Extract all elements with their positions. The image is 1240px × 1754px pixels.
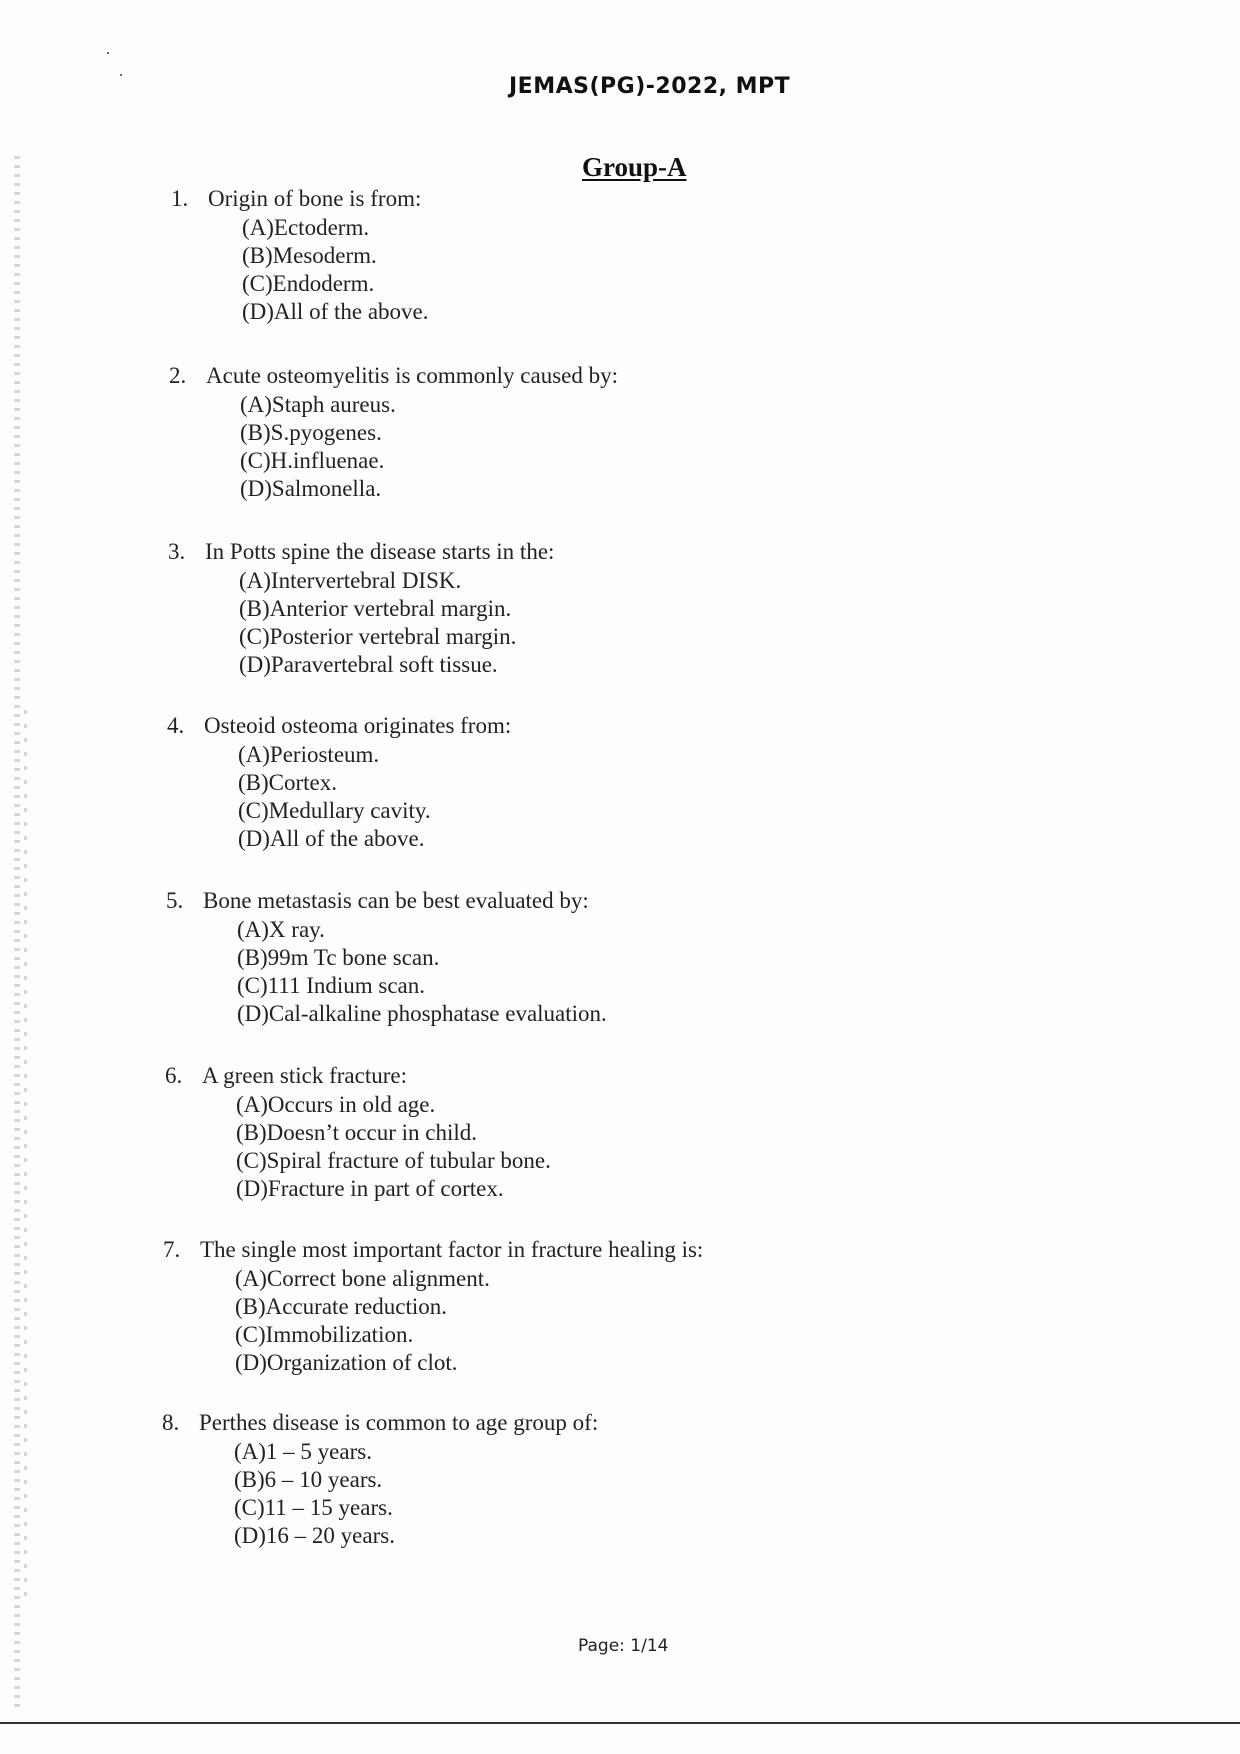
- option-d: (D)All of the above.: [242, 299, 429, 324]
- option-b: (B)6 – 10 years.: [234, 1467, 383, 1492]
- question-text: Acute osteomyelitis is commonly caused by:: [206, 363, 619, 388]
- scan-artifact: [14, 150, 20, 1710]
- question-text: Perthes disease is common to age group of:: [199, 1410, 599, 1435]
- option-b: (B)Mesoderm.: [242, 243, 377, 268]
- question-number: 7.: [163, 1237, 181, 1262]
- option-a: (A)X ray.: [237, 917, 325, 942]
- option-d: (D)16 – 20 years.: [234, 1523, 395, 1548]
- option-a: (A)1 – 5 years.: [234, 1439, 372, 1464]
- scan-speck: [120, 74, 122, 76]
- option-c: (C)Posterior vertebral margin.: [239, 624, 517, 649]
- option-a: (A)Correct bone alignment.: [235, 1266, 490, 1291]
- question-text: Origin of bone is from:: [208, 186, 422, 211]
- question-text: Osteoid osteoma originates from:: [204, 713, 512, 738]
- question-number: 6.: [165, 1063, 183, 1088]
- option-d: (D)Fracture in part of cortex.: [236, 1176, 504, 1201]
- option-d: (D)All of the above.: [238, 826, 425, 851]
- page-number: Page: 1/14: [578, 1636, 669, 1656]
- option-d: (D)Salmonella.: [240, 476, 382, 501]
- option-a: (A)Staph aureus.: [240, 392, 396, 417]
- question-number: 2.: [169, 363, 187, 388]
- option-c: (C)Spiral fracture of tubular bone.: [236, 1148, 551, 1173]
- page-bottom-rule: [0, 1722, 1240, 1724]
- option-d: (D)Paravertebral soft tissue.: [239, 652, 498, 677]
- option-c: (C)Endoderm.: [242, 271, 375, 296]
- exam-title: JEMAS(PG)-2022, MPT: [509, 74, 791, 99]
- option-b: (B)Anterior vertebral margin.: [239, 596, 512, 621]
- option-a: (A)Periosteum.: [238, 742, 380, 767]
- question-number: 8.: [162, 1410, 180, 1435]
- option-c: (C)Immobilization.: [235, 1322, 414, 1347]
- option-a: (A)Intervertebral DISK.: [239, 568, 462, 593]
- option-d: (D)Organization of clot.: [235, 1350, 458, 1375]
- option-b: (B)Cortex.: [238, 770, 338, 795]
- option-d: (D)Cal-alkaline phosphatase evaluation.: [237, 1001, 607, 1026]
- group-title: Group-A: [582, 152, 687, 182]
- option-a: (A)Ectoderm.: [242, 215, 370, 240]
- question-number: 4.: [167, 713, 185, 738]
- question-text: In Potts spine the disease starts in the:: [205, 539, 555, 564]
- option-c: (C)Medullary cavity.: [238, 798, 431, 823]
- question-number: 1.: [171, 186, 189, 211]
- option-c: (C)11 – 15 years.: [234, 1495, 393, 1520]
- option-b: (B)S.pyogenes.: [240, 420, 382, 445]
- question-text: A green stick fracture:: [202, 1063, 407, 1088]
- option-b: (B)Doesn’t occur in child.: [236, 1120, 478, 1145]
- question-text: The single most important factor in fracture healing is:: [200, 1237, 704, 1262]
- option-b: (B)Accurate reduction.: [235, 1294, 448, 1319]
- scan-artifact: [24, 700, 27, 1600]
- question-number: 3.: [168, 539, 186, 564]
- option-b: (B)99m Tc bone scan.: [237, 945, 440, 970]
- option-c: (C)H.influenae.: [240, 448, 385, 473]
- question-number: 5.: [166, 888, 184, 913]
- option-c: (C)111 Indium scan.: [237, 973, 426, 998]
- question-text: Bone metastasis can be best evaluated by:: [203, 888, 589, 913]
- option-a: (A)Occurs in old age.: [236, 1092, 436, 1117]
- scan-speck: [107, 52, 109, 54]
